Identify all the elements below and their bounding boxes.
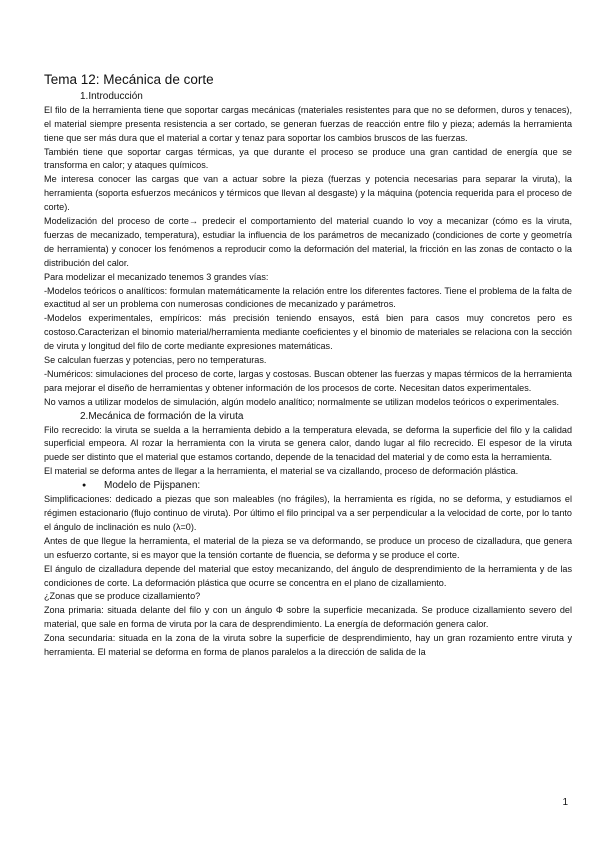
section-heading-mecanica-viruta: 2.Mecánica de formación de la viruta (80, 410, 244, 422)
page-number: 1 (562, 797, 568, 808)
document-title: Tema 12: Mecánica de corte (44, 72, 214, 87)
paragraph: También tiene que soportar cargas térmicas, ya que durante el proceso se produce una gran cantidad de energía que se transforma en calor; y ataques químicos. (44, 146, 572, 171)
page-content (44, 72, 572, 660)
paragraph: Zona secundaria: situada en la zona de la viruta sobre la superficie de desprendimiento, hay un gran rozamiento entre viruta y herramienta. El material se deforma en forma de planos paralelos a la dirección de salida de la (44, 633, 572, 658)
bullet-text: Modelo de Pijspanen: (104, 480, 201, 492)
paragraph: Modelización del proceso de corte→ predecir el comportamiento del material cuando lo voy a mecanizar (cómo es la viruta, fuerzas de mecanizado, temperatura), estudiar la influencia de los parámetros de mecanizado (condiciones de corte y geometría de herramienta) y conocer los fenómenos a reproducir como la deformación del material, la fricción en las zonas de contacto o la distribución del calor. (44, 216, 572, 268)
paragraph: -Numéricos: simulaciones del proceso de corte, largas y costosas. Buscan obtener las fuerzas y mapas térmicos de la herramienta para mejorar el diseño de herramientas y obtener información de los procesos de corte. Necesitan datos experimentales. (44, 369, 572, 393)
paragraph: El filo de la herramienta tiene que soportar cargas mecánicas (materiales resistentes para que no se deformen, duros y tenaces), el material siempre presenta resistencia a ser cortado, se generan fuerzas de reacción entre filo y pieza; además la herramienta tiene que ser más dura que el material a cortar y tenaz para soportar los cambios bruscos de las fuerzas. (44, 104, 572, 143)
paragraph: Zona primaria: situada delante del filo y con un ángulo Φ sobre la superficie mecanizada. Se produce cizallamiento severo del material, que sale en forma de viruta por la cara de desprendimiento. La energía de deformación genera calor. (44, 605, 572, 630)
paragraph: -Modelos experimentales, empíricos: más precisión teniendo ensayos, está bien para casos muy concretos pero es costoso.Caracterizan el binomio material/herramienta mediante coeficientes y el binomio de materiales se relaciona con la sección de viruta y longitud del filo de corte mediante expresiones matemáticas. (44, 313, 572, 352)
bullet-item (44, 479, 572, 493)
bullet-icon: ● (82, 482, 87, 490)
paragraph: Se calculan fuerzas y potencias, pero no temperaturas. (44, 355, 267, 366)
paragraph: Para modelizar el mecanizado tenemos 3 grandes vías: (44, 271, 269, 282)
paragraph: Filo recrecido: la viruta se suelda a la herramienta debido a la temperatura elevada, se deforma la superficie del filo y la calidad superficial empeora. Al rozar la herramienta con la viruta se genera calor, dando lugar al filo recrecido. El espesor de la viruta puede ser distinto que el material que estamos cortando, depende de la tenacidad del material y de como esta la herramienta. (44, 424, 572, 463)
paragraph: -Modelos teóricos o analíticos: formulan matemáticamente la relación entre los diferentes factores. Tiene el problema de la falta de exactitud al ser un problema con numerosas condiciones de mecanizado y parámetros. (44, 285, 572, 310)
paragraph: No vamos a utilizar modelos de simulación, algún modelo analítico; normalmente se utilizan modelos teóricos o experimentales. (44, 396, 560, 407)
paragraph: El material se deforma antes de llegar a la herramienta, el material se va cizallando, proceso de deformación plástica. (44, 466, 519, 477)
section-heading-introduccion: 1.Introducción (80, 91, 143, 102)
paragraph: Me interesa conocer las cargas que van a actuar sobre la pieza (fuerzas y potencia necesarias para separar la viruta), la herramienta (soporta esfuerzos mecánicos y térmicos que llevan al desgaste) y la máquina (potencia requerida para el proceso de corte). (44, 174, 572, 213)
paragraph: Simplificaciones: dedicado a piezas que son maleables (no frágiles), la herramienta es rígida, no se deforma, y estudiamos el régimen estacionario (flujo continuo de viruta). Por último el filo principal va a ser perpendicular a la velocidad de corte, por lo tanto el ángulo de inclinación es nulo (λ=0). (44, 494, 572, 532)
paragraph: Antes de que llegue la herramienta, el material de la pieza se va deformando, se produce un proceso de cizalladura, que genera un esfuerzo cortante, si es mayor que la tensión cortante de fluencia, se deforma y se produce el corte. (44, 535, 572, 560)
paragraph: El ángulo de cizalladura depende del material que estoy mecanizando, del ángulo de desprendimiento de la herramienta y de las condiciones de corte. La deformación plástica que ocurre se concentra en el plano de cizallamiento. (44, 563, 572, 588)
paragraph: ¿Zonas que se produce cizallamiento? (44, 591, 201, 602)
